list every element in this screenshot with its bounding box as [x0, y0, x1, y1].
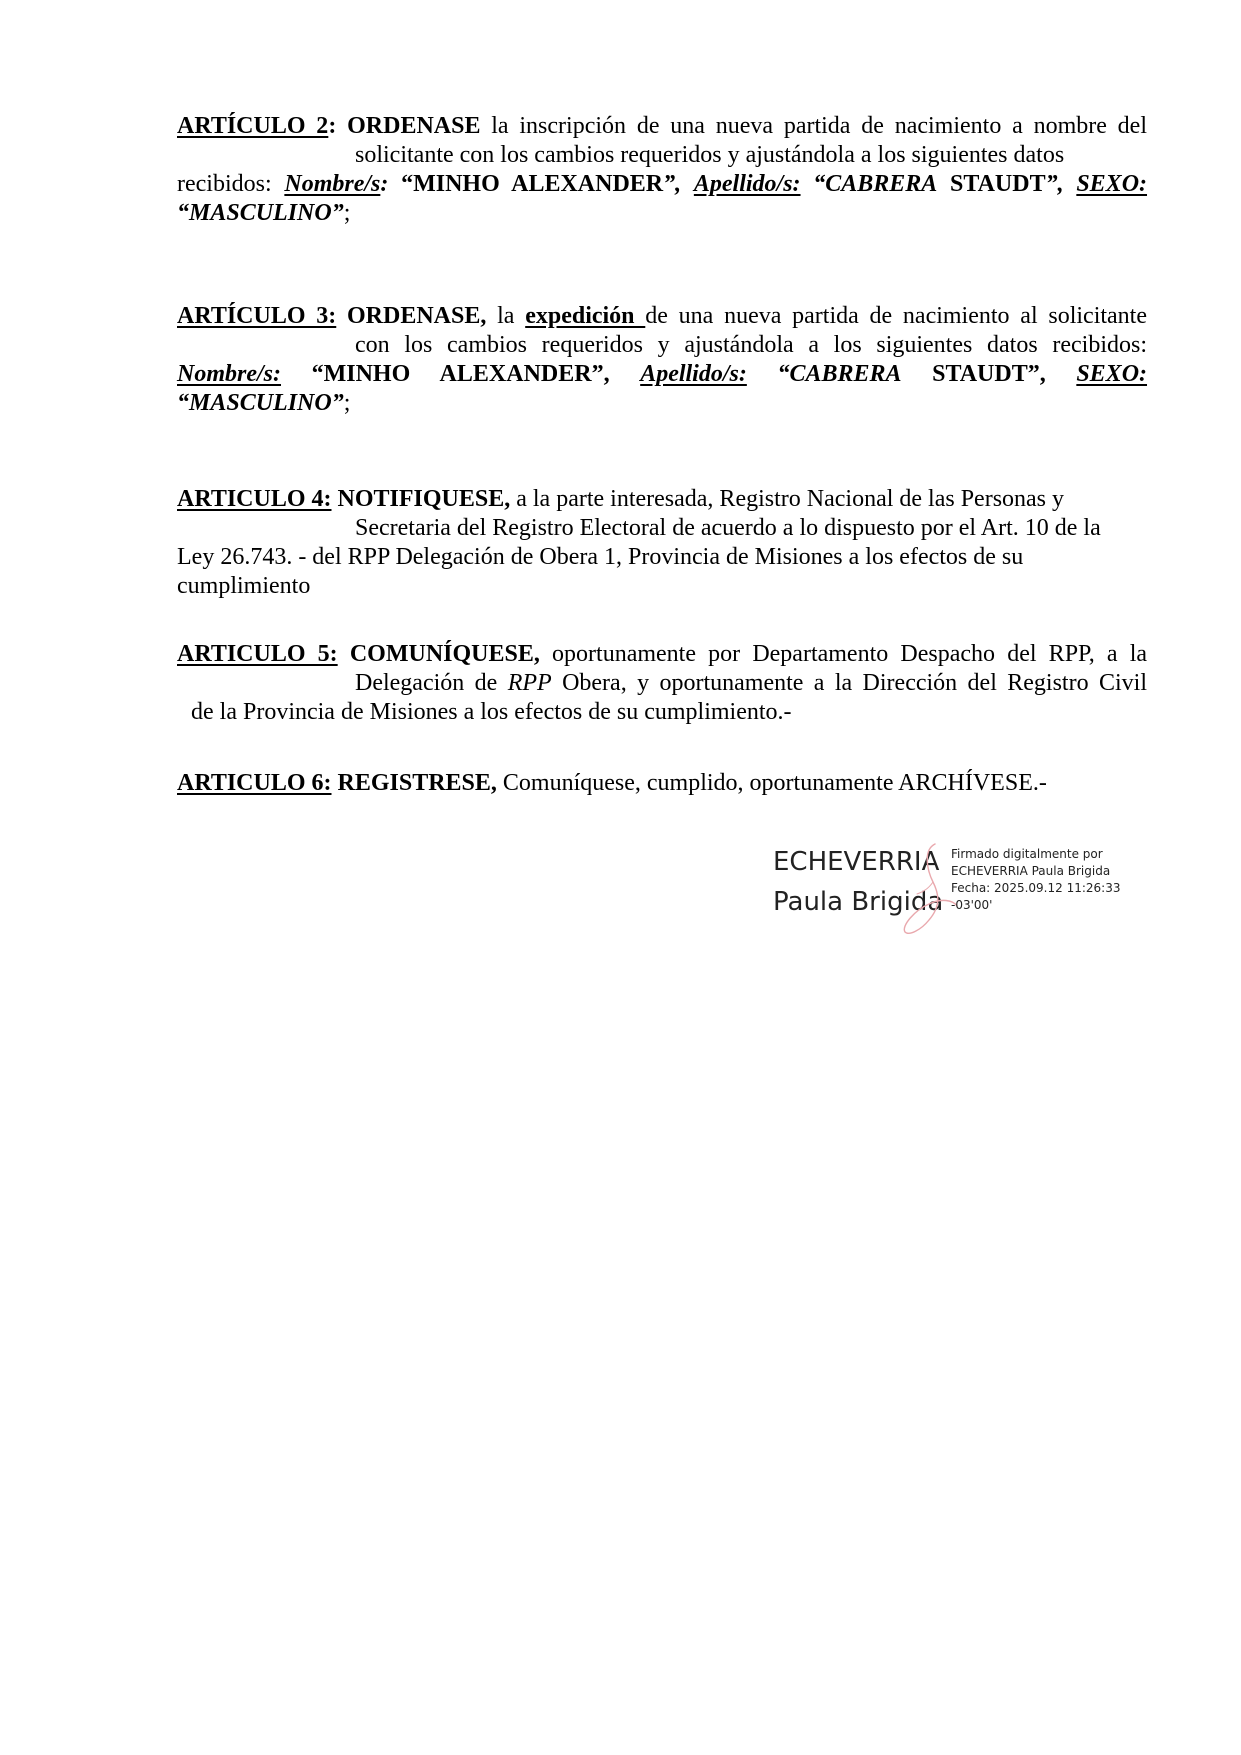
article-2-apellido-label: Apellido/s: — [693, 171, 801, 197]
article-4-line-4: cumplimiento — [177, 573, 311, 599]
article-6 — [177, 769, 1147, 798]
article-5-line-1-text: oportunamente por Departamento Despacho del RPP, a la — [552, 641, 1148, 667]
signature-caption-timezone: -03'00' — [951, 898, 993, 912]
article-2-sexo-value: “MASCULINO” — [177, 200, 344, 226]
article-2-colon: : — [328, 113, 337, 139]
article-3-nombre-value: “MINHO ALEXANDER”, — [311, 361, 610, 387]
signature-caption — [951, 846, 1120, 914]
signer-given-names: Paula Brigida — [773, 887, 944, 917]
article-2-apellido-close: ”, — [1045, 171, 1064, 197]
article-5 — [177, 640, 1147, 727]
article-6-keyword: REGISTRESE, — [337, 770, 497, 796]
article-2-nombre-value: “MINHO ALEXANDER — [388, 171, 664, 197]
article-4-keyword: NOTIFIQUESE, — [337, 486, 511, 512]
article-3-apellido-value-2: STAUDT”, — [932, 361, 1046, 387]
article-2-sexo-label: SEXO: — [1076, 171, 1148, 197]
article-2-line-4 — [177, 199, 1147, 228]
article-3-apellido-value: “CABRERA — [777, 361, 902, 387]
article-6-line-1 — [177, 769, 1147, 798]
article-5-line-3: de la Provincia de Misiones a los efectos de su cumplimiento.- — [191, 699, 792, 725]
article-4-line-3: Ley 26.743. - del RPP Delegación de Obera 1, Provincia de Misiones a los efectos de su — [177, 544, 1024, 570]
article-3-expedicion: expedición — [525, 303, 646, 329]
article-5-heading: ARTICULO 5: — [177, 641, 338, 667]
article-3-apellido-label: Apellido/s: — [640, 361, 747, 387]
article-2-apellido-value: STAUDT — [937, 171, 1046, 197]
article-6-heading: ARTICULO 6: — [177, 770, 332, 796]
signature-caption-date: Fecha: 2025.09.12 11:26:33 — [951, 881, 1121, 895]
article-5-line-2-pre: Delegación de — [355, 670, 508, 696]
article-3-heading: ARTÍCULO 3: — [177, 303, 337, 329]
article-4-line-1 — [177, 485, 1147, 514]
article-2-heading: ARTÍCULO 2 — [177, 113, 329, 139]
digital-signature — [773, 840, 1133, 940]
article-3-sexo-label: SEXO: — [1076, 361, 1148, 387]
article-2-line-1 — [177, 112, 1147, 141]
article-2-keyword: ORDENASE — [347, 113, 481, 139]
article-5-rpp: RPP — [507, 670, 552, 696]
signature-caption-line-1: Firmado digitalmente por — [951, 847, 1103, 861]
article-2-nombre-colon: : — [380, 171, 389, 197]
article-3-sexo-value: “MASCULINO” — [177, 390, 344, 416]
article-3-line-1 — [177, 302, 1147, 331]
article-2-end: ; — [343, 200, 351, 226]
article-4-heading: ARTICULO 4: — [177, 486, 332, 512]
article-3 — [177, 302, 1147, 418]
article-2-line-2: solicitante con los cambios requeridos y ajustándola a los siguientes datos — [355, 142, 1065, 168]
article-4-line-2: Secretaria del Registro Electoral de acuerdo a lo dispuesto por el Art. 10 de la — [355, 515, 1101, 541]
article-5-keyword: COMUNÍQUESE, — [349, 641, 540, 667]
article-3-la: la — [497, 303, 515, 329]
article-3-end: ; — [343, 390, 351, 416]
article-2-nombre-label: Nombre/s — [284, 171, 381, 197]
article-4-line-1-text: a la parte interesada, Registro Nacional de las Personas y — [516, 486, 1065, 512]
article-3-line-1-text: de una nueva partida de nacimiento al solicitante — [645, 303, 1148, 329]
article-2-line-1-text: la inscripción de una nueva partida de nacimiento a nombre del — [491, 113, 1147, 139]
signature-caption-line-2: ECHEVERRIA Paula Brigida — [951, 864, 1111, 878]
article-5-line-1 — [177, 640, 1147, 669]
article-2 — [177, 112, 1147, 228]
article-5-line-2 — [177, 669, 1147, 698]
article-4 — [177, 485, 1147, 601]
article-2-apellido-open: “CABRERA — [800, 171, 938, 197]
article-3-keyword: ORDENASE, — [347, 303, 487, 329]
article-5-line-2-text: Obera, y oportunamente a la Dirección del Registro Civil — [551, 670, 1147, 696]
article-2-recibidos: recibidos: — [177, 171, 285, 197]
article-2-line-3 — [177, 170, 1147, 199]
article-6-text: Comuníquese, cumplido, oportunamente ARCHÍVESE.- — [502, 770, 1047, 796]
article-2-nombre-close: ”, — [663, 171, 682, 197]
article-3-line-2: con los cambios requeridos y ajustándola a los siguientes datos recibidos: — [355, 332, 1147, 358]
article-3-line-3 — [177, 360, 1147, 389]
signer-surname: ECHEVERRIA — [773, 847, 940, 877]
article-3-line-4 — [177, 389, 1147, 418]
article-3-nombre-label: Nombre/s: — [177, 361, 281, 387]
